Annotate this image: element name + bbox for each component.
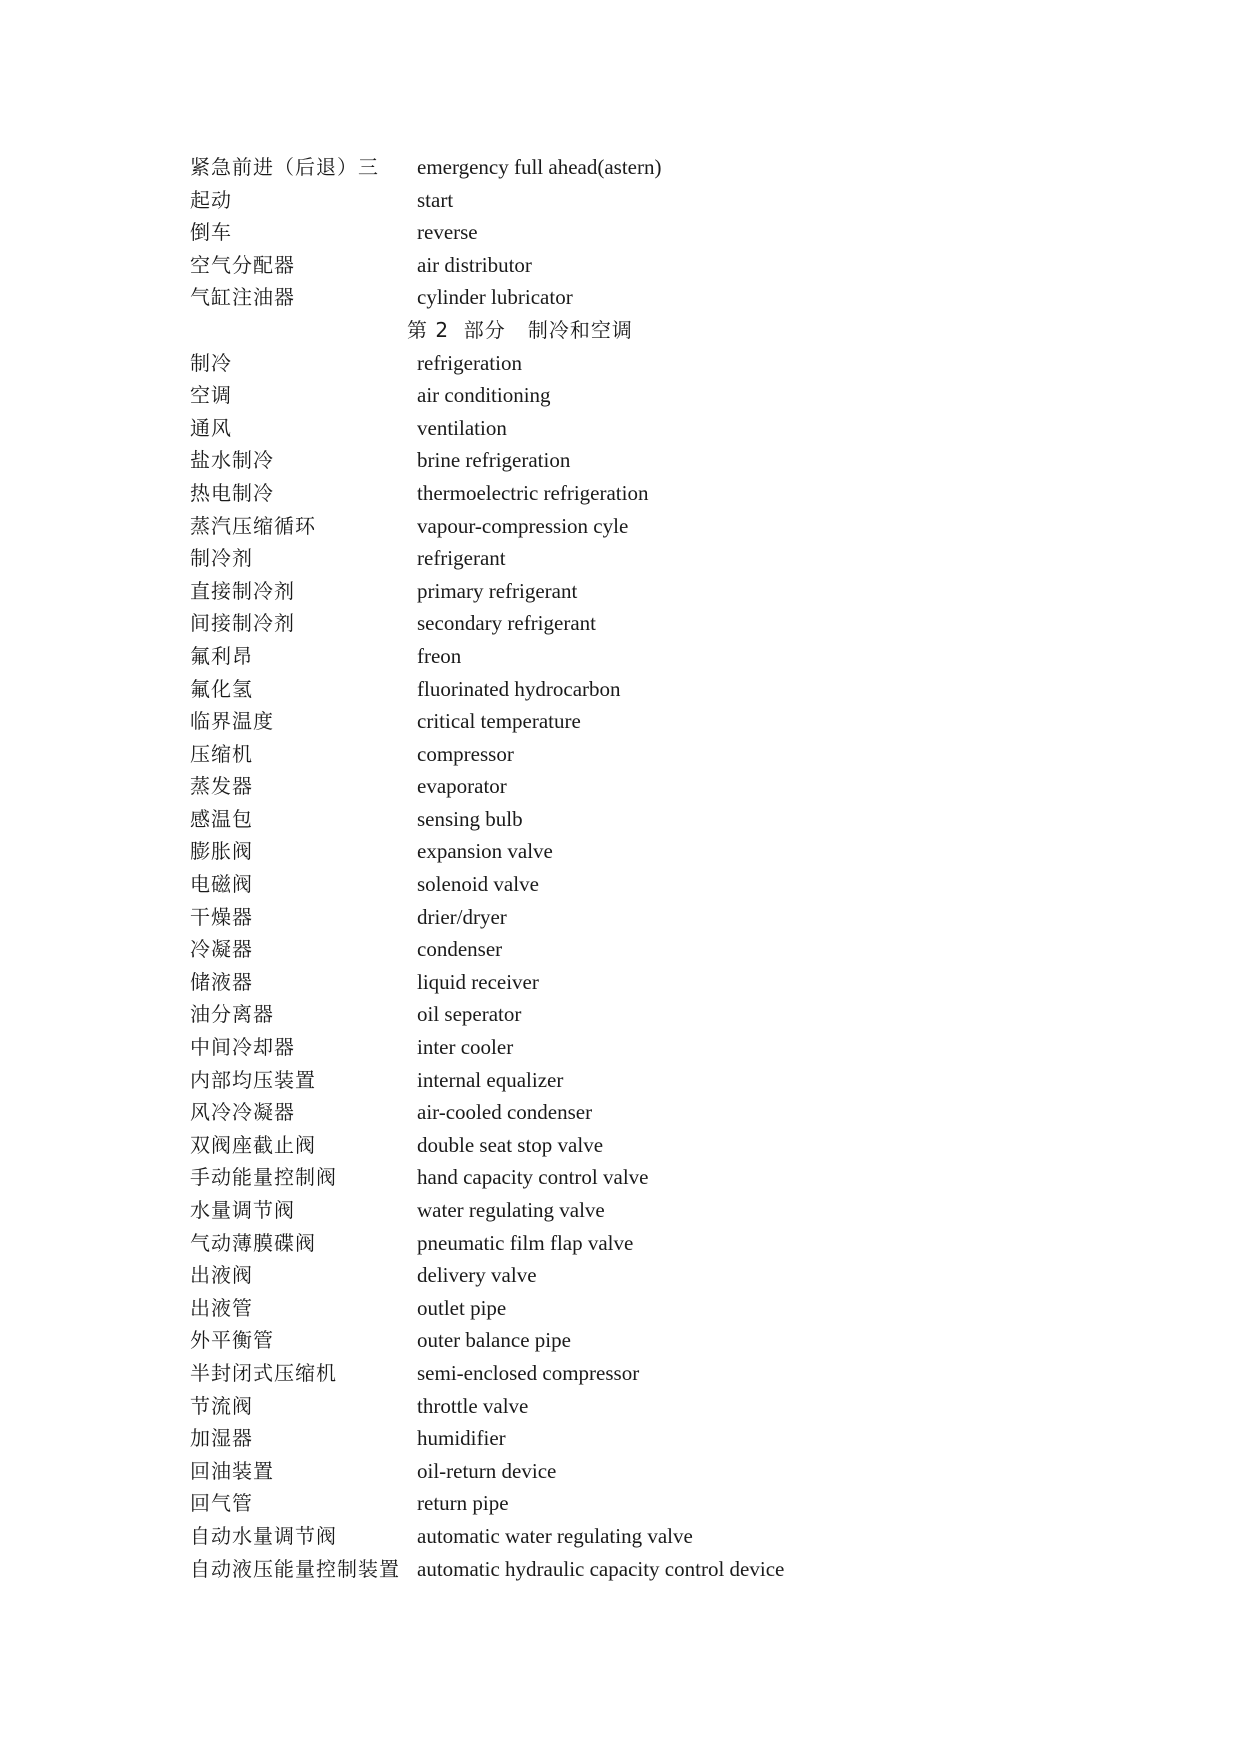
term-english: internal equalizer <box>417 1067 564 1092</box>
term-chinese: 空调 <box>190 383 232 408</box>
term-chinese: 自动水量调节阀 <box>190 1523 337 1548</box>
term-english: emergency full ahead(astern) <box>417 155 662 179</box>
term-english: delivery valve <box>417 1263 537 1288</box>
glossary-row <box>190 1455 950 1488</box>
glossary-row <box>190 1259 950 1292</box>
glossary-row <box>190 1064 950 1097</box>
term-english: automatic hydraulic capacity control device <box>417 1556 785 1581</box>
term-english: automatic water regulating valve <box>417 1523 693 1548</box>
term-english: refrigerant <box>417 546 506 571</box>
term-chinese: 加湿器 <box>190 1426 253 1451</box>
term-chinese: 空气分配器 <box>190 252 295 277</box>
glossary-row <box>190 933 950 966</box>
term-chinese: 双阀座截止阀 <box>190 1132 316 1157</box>
term-english: throttle valve <box>417 1393 529 1418</box>
term-english: refrigeration <box>417 350 522 375</box>
glossary-row <box>190 738 950 771</box>
term-english: semi-enclosed compressor <box>417 1360 640 1385</box>
term-chinese: 风冷冷凝器 <box>190 1100 295 1125</box>
term-chinese: 外平衡管 <box>190 1328 274 1353</box>
glossary-row <box>190 1520 950 1553</box>
glossary-row <box>190 249 950 282</box>
term-english: start <box>417 187 454 212</box>
glossary-row <box>190 966 950 999</box>
glossary-row <box>190 1390 950 1423</box>
term-chinese: 制冷剂 <box>190 546 253 571</box>
glossary-row <box>190 1553 950 1586</box>
term-english: brine refrigeration <box>417 448 571 473</box>
glossary-row <box>190 901 950 934</box>
glossary-row <box>190 1487 950 1520</box>
term-english: air distributor <box>417 252 532 277</box>
term-chinese: 出液管 <box>190 1295 253 1320</box>
term-english: reverse <box>417 220 478 245</box>
term-chinese: 临界温度 <box>190 709 274 734</box>
term-english: return pipe <box>417 1491 509 1516</box>
glossary-row <box>190 998 950 1031</box>
glossary-row <box>190 151 950 184</box>
term-english: secondary refrigerant <box>417 611 596 636</box>
glossary-row <box>190 412 950 445</box>
term-chinese: 手动能量控制阀 <box>190 1165 337 1190</box>
term-chinese: 压缩机 <box>190 741 253 766</box>
term-english: sensing bulb <box>417 806 523 831</box>
glossary-row <box>190 1096 950 1129</box>
glossary-row <box>190 379 950 412</box>
term-chinese: 制冷 <box>190 350 232 375</box>
term-chinese: 气动薄膜碟阀 <box>190 1230 316 1255</box>
term-english: pneumatic film flap valve <box>417 1230 634 1255</box>
glossary-row <box>190 510 950 543</box>
term-english: fluorinated hydrocarbon <box>417 676 621 701</box>
term-chinese: 通风 <box>190 415 232 440</box>
term-english: drier/dryer <box>417 904 507 929</box>
glossary-row <box>190 770 950 803</box>
glossary-list <box>190 151 950 1585</box>
term-chinese: 半封闭式压缩机 <box>190 1360 337 1385</box>
glossary-row <box>190 1161 950 1194</box>
glossary-row <box>190 542 950 575</box>
section-heading <box>190 314 950 347</box>
glossary-row <box>190 868 950 901</box>
term-chinese: 紧急前进（后退）三 <box>190 155 379 179</box>
term-english: cylinder lubricator <box>417 285 573 310</box>
term-chinese: 冷凝器 <box>190 937 253 962</box>
term-chinese: 蒸汽压缩循环 <box>190 513 316 538</box>
term-chinese: 自动液压能量控制装置 <box>190 1556 400 1581</box>
glossary-row <box>190 803 950 836</box>
term-chinese: 膨胀阀 <box>190 839 253 864</box>
term-english: double seat stop valve <box>417 1132 604 1157</box>
glossary-row <box>190 1324 950 1357</box>
term-english: thermoelectric refrigeration <box>417 480 649 505</box>
term-english: primary refrigerant <box>417 578 578 603</box>
term-english: outlet pipe <box>417 1295 507 1320</box>
term-english: liquid receiver <box>417 969 539 994</box>
glossary-row <box>190 477 950 510</box>
term-chinese: 节流阀 <box>190 1393 253 1418</box>
term-chinese: 回气管 <box>190 1491 253 1516</box>
term-english: freon <box>417 643 462 668</box>
glossary-row <box>190 640 950 673</box>
term-chinese: 起动 <box>190 187 232 212</box>
section-title: 第 2 部分 制冷和空调 <box>407 317 633 342</box>
term-chinese: 氟化氢 <box>190 676 253 701</box>
glossary-row <box>190 575 950 608</box>
term-chinese: 直接制冷剂 <box>190 578 295 603</box>
term-english: vapour-compression cyle <box>417 513 629 538</box>
glossary-row <box>190 607 950 640</box>
term-chinese: 盐水制冷 <box>190 448 274 473</box>
term-english: air conditioning <box>417 383 551 408</box>
glossary-row <box>190 281 950 314</box>
term-chinese: 内部均压装置 <box>190 1067 316 1092</box>
glossary-row <box>190 705 950 738</box>
glossary-row <box>190 1194 950 1227</box>
term-chinese: 储液器 <box>190 969 253 994</box>
term-english: oil-return device <box>417 1458 557 1483</box>
glossary-row <box>190 1292 950 1325</box>
term-chinese: 中间冷却器 <box>190 1035 295 1060</box>
term-chinese: 干燥器 <box>190 904 253 929</box>
glossary-row <box>190 673 950 706</box>
term-english: critical temperature <box>417 709 581 734</box>
term-english: condenser <box>417 937 503 962</box>
glossary-row <box>190 1357 950 1390</box>
glossary-row <box>190 347 950 380</box>
term-chinese: 倒车 <box>190 220 232 245</box>
term-english: expansion valve <box>417 839 553 864</box>
term-chinese: 回油装置 <box>190 1458 274 1483</box>
term-chinese: 出液阀 <box>190 1263 253 1288</box>
term-english: evaporator <box>417 774 507 799</box>
term-english: water regulating valve <box>417 1198 605 1222</box>
term-english: compressor <box>417 741 514 766</box>
glossary-row <box>190 835 950 868</box>
glossary-row <box>190 1227 950 1260</box>
glossary-row <box>190 216 950 249</box>
term-chinese: 蒸发器 <box>190 774 253 799</box>
term-english: outer balance pipe <box>417 1328 571 1353</box>
glossary-row <box>190 1129 950 1162</box>
term-english: humidifier <box>417 1426 506 1451</box>
term-chinese: 感温包 <box>190 806 253 831</box>
term-english: air-cooled condenser <box>417 1100 593 1125</box>
term-english: oil seperator <box>417 1002 522 1027</box>
term-chinese: 氟利昂 <box>190 643 253 668</box>
glossary-row <box>190 184 950 217</box>
glossary-row <box>190 1422 950 1455</box>
term-chinese: 油分离器 <box>190 1002 274 1027</box>
term-chinese: 气缸注油器 <box>190 285 295 310</box>
term-english: solenoid valve <box>417 872 539 897</box>
term-english: inter cooler <box>417 1035 514 1060</box>
term-chinese: 间接制冷剂 <box>190 611 295 636</box>
term-english: hand capacity control valve <box>417 1165 649 1190</box>
glossary-row <box>190 444 950 477</box>
term-chinese: 电磁阀 <box>190 872 253 897</box>
term-chinese: 水量调节阀 <box>190 1198 295 1222</box>
glossary-row <box>190 1031 950 1064</box>
term-english: ventilation <box>417 415 507 440</box>
term-chinese: 热电制冷 <box>190 480 274 505</box>
